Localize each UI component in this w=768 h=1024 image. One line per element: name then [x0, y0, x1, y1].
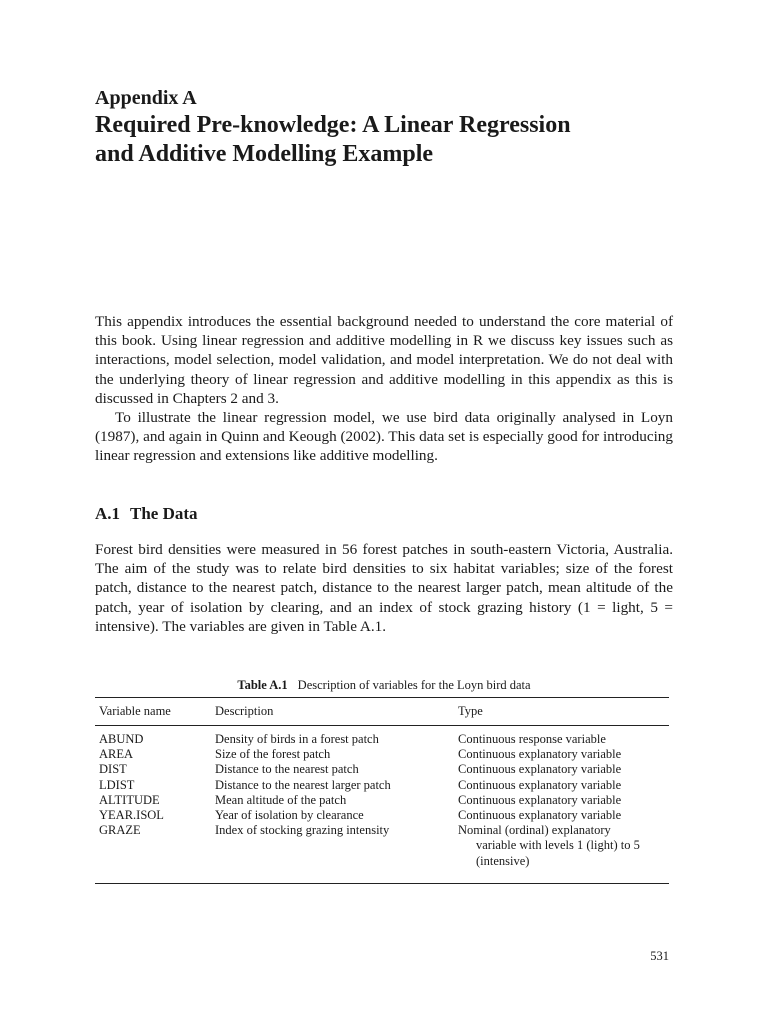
- page-number: 531: [650, 949, 669, 963]
- cell-type: Continuous explanatory variable: [458, 792, 622, 807]
- variables-table: [95, 697, 669, 884]
- intro-paragraph-1: This appendix introduces the essential background needed to understand the core material of this book. Using linear regression and additive modelling in R we discuss key issues such as interactions, model selection, model validation, and model interpretation. We do not deal with the underlying theory of linear regression and additive modelling in this appendix as this is discussed in Chapters 2 and 3.: [95, 313, 673, 407]
- table-row: [95, 762, 669, 777]
- section-title: The Data: [129, 504, 198, 523]
- cell-variable: AREA: [99, 747, 134, 762]
- header-variable-name: Variable name: [95, 698, 211, 726]
- section-number: A.1: [95, 504, 121, 523]
- cell-description: Index of stocking grazing intensity: [211, 823, 454, 883]
- cell-type: Continuous explanatory variable: [458, 808, 622, 823]
- book-page: [95, 0, 673, 1024]
- appendix-label: Appendix A: [95, 87, 197, 109]
- cell-variable: YEAR.ISOL: [99, 808, 164, 823]
- cell-type: [454, 823, 669, 883]
- cell-description: Distance to the nearest patch: [215, 762, 359, 777]
- section-body: [95, 540, 673, 636]
- appendix-title-line-1: Required Pre-knowledge: A Linear Regression: [95, 112, 571, 138]
- table-row: [95, 823, 669, 883]
- cell-description: Density of birds in a forest patch: [215, 732, 379, 746]
- table-row: [95, 808, 669, 823]
- cell-description: Distance to the nearest larger patch: [215, 777, 391, 792]
- intro-paragraph-2: To illustrate the linear regression model, we use bird data originally analysed in Loyn (1987), and again in Quinn and Keough (2002). This data set is especially good for introducing linear regression and extensions like additive modelling.: [95, 409, 673, 465]
- cell-variable: LDIST: [99, 777, 135, 792]
- cell-variable: DIST: [99, 762, 127, 777]
- header-type: Type: [454, 698, 669, 726]
- section-paragraph: Forest bird densities were measured in 56 forest patches in south-eastern Victoria, Australia. The aim of the study was to relate bird densities to six habitat variables; size of the forest patch, distance to the nearest patch, distance to the nearest larger patch, mean altitude of the patch, year of isolation by clearing, and an index of stock grazing history (1 = light, 5 = intensive). The variables are given in Table A.1.: [95, 541, 673, 635]
- intro-text: [95, 312, 673, 466]
- cell-variable: ABUND: [99, 732, 144, 746]
- table-row: [95, 726, 669, 748]
- appendix-title-line-2: and Additive Modelling Example: [95, 141, 434, 167]
- cell-type: Continuous response variable: [458, 732, 606, 746]
- cell-description: Year of isolation by clearance: [215, 808, 364, 823]
- cell-type: Continuous explanatory variable: [458, 777, 622, 792]
- table-row: [95, 778, 669, 793]
- cell-type-line-1: Nominal (ordinal) explanatory: [458, 823, 611, 838]
- cell-variable: ALTITUDE: [99, 792, 160, 807]
- table-header-row: [95, 698, 669, 726]
- appendix-title: [95, 111, 673, 169]
- cell-type: Continuous explanatory variable: [458, 762, 622, 777]
- cell-description: Size of the forest patch: [215, 747, 331, 762]
- table-caption-label: Table A.1: [237, 678, 288, 692]
- table-row: [95, 793, 669, 808]
- table-caption: [95, 677, 673, 693]
- section-heading: [95, 503, 198, 525]
- cell-type-continuation: variable with levels 1 (light) to 5 (intensive): [476, 838, 640, 868]
- header-description: Description: [211, 698, 454, 726]
- table-row: [95, 747, 669, 762]
- cell-description: Mean altitude of the patch: [215, 792, 347, 807]
- table-caption-text: Description of variables for the Loyn bird data: [297, 678, 531, 692]
- cell-type: Continuous explanatory variable: [458, 747, 622, 762]
- cell-variable: GRAZE: [95, 823, 211, 883]
